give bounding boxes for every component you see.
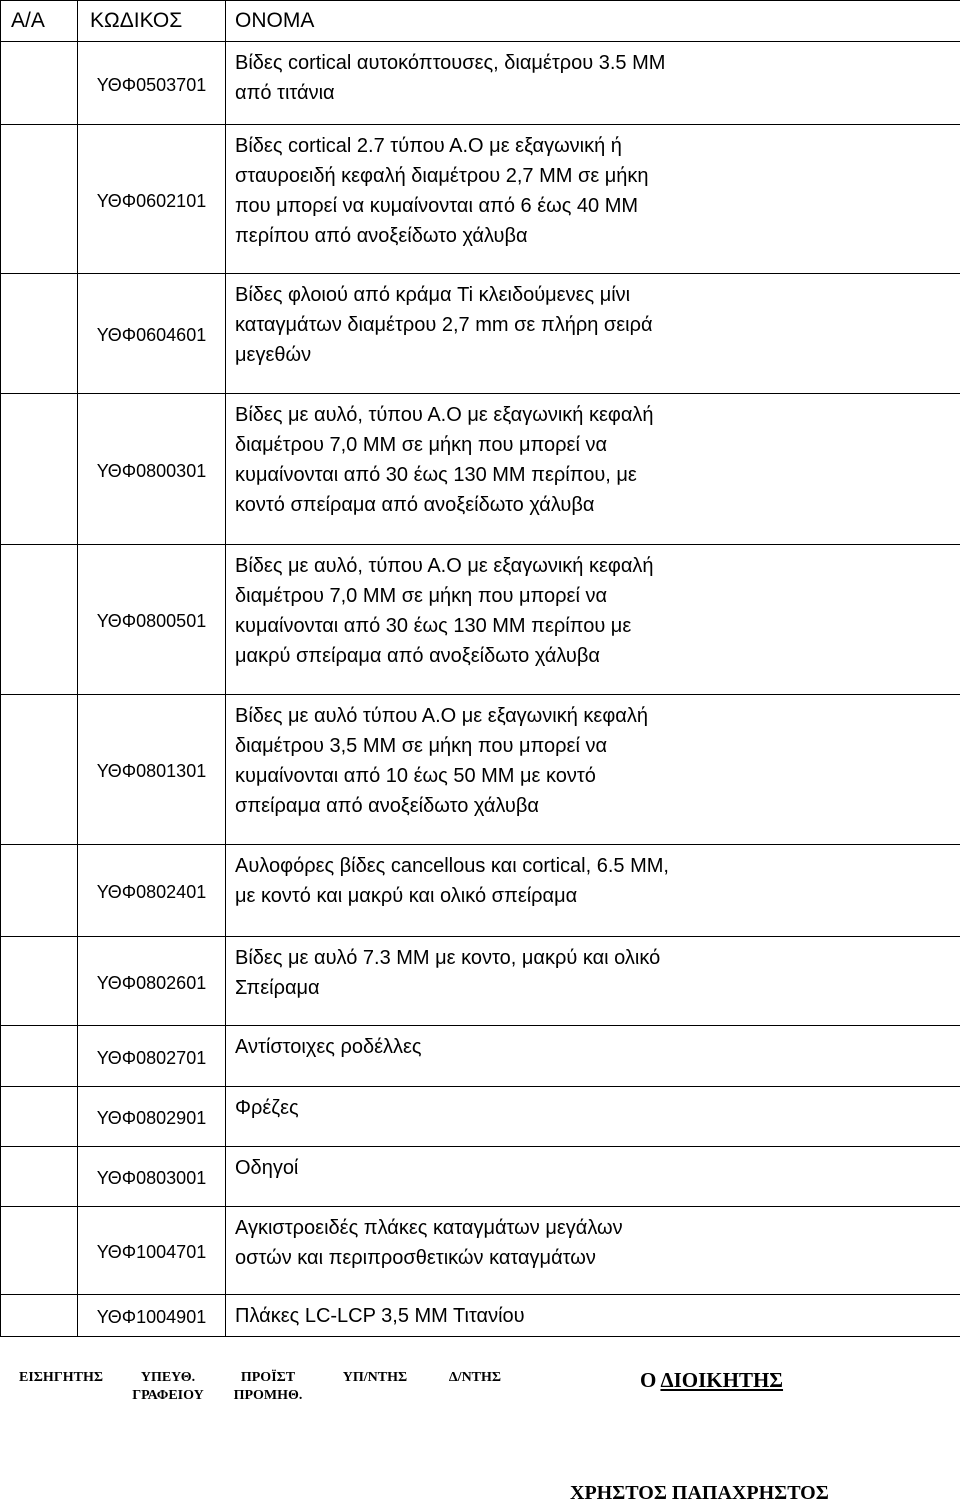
cell-name	[226, 545, 960, 695]
cell-name	[226, 1147, 960, 1207]
label-ypntis: ΥΠ/ΝΤΗΣ	[342, 1370, 408, 1385]
item-name: Βίδες φλοιού από κράμα Ti κλειδούμενες μίνι καταγμάτων διαμέτρου 2,7 mm σε πλήρη σειρά μεγεθών	[235, 284, 653, 366]
cell-aa	[1, 1295, 78, 1337]
cell-aa	[1, 274, 78, 394]
cell-aa	[1, 845, 78, 937]
table-row	[1, 695, 960, 845]
cell-aa	[1, 1087, 78, 1147]
cell-aa	[1, 1207, 78, 1295]
cell-name	[226, 845, 960, 937]
item-name: Αντίστοιχες ροδέλλες	[235, 1036, 422, 1058]
cell-name	[226, 1295, 960, 1337]
director-prefix: Ο	[640, 1368, 661, 1392]
header-name: ΟΝΟΜΑ	[226, 1, 960, 42]
label-ypeyth-line1: ΥΠΕΥΘ.	[140, 1370, 196, 1385]
item-name: Βίδες με αυλό, τύπου Α.Ο με εξαγωνική κεφαλή διαμέτρου 7,0 ΜΜ σε μήκη που μπορεί να κυμαίνονται από 30 έως 130 ΜΜ περίπου, με κοντό σπείραμα από ανοξείδωτο χάλυβα	[235, 404, 654, 516]
table-row	[1, 937, 960, 1026]
cell-aa	[1, 394, 78, 545]
label-ypeyth-line2: ΓΡΑΦΕΙΟΥ	[132, 1388, 204, 1403]
director-title	[640, 1368, 783, 1393]
cell-name	[226, 274, 960, 394]
cell-code: ΥΘΦ0802601	[78, 937, 226, 1026]
label-proist-line1: ΠΡΟΪΣΤ	[240, 1370, 296, 1385]
cell-code: ΥΘΦ0802401	[78, 845, 226, 937]
cell-code: ΥΘΦ0800301	[78, 394, 226, 545]
item-name: Βίδες με αυλό, τύπου Α.Ο με εξαγωνική κεφαλή διαμέτρου 7,0 ΜΜ σε μήκη που μπορεί να κυμαίνονται από 30 έως 130 ΜΜ περίπου με μακρύ σπείραμα από ανοξείδωτο χάλυβα	[235, 555, 654, 667]
item-name: Αυλοφόρες βίδες cancellous και cortical, 6.5 ΜΜ, με κοντό και μακρύ και ολικό σπείραμα	[235, 855, 669, 907]
cell-name	[226, 394, 960, 545]
item-name: Αγκιστροειδές πλάκες καταγμάτων μεγάλων οστών και περιπροσθετικών καταγμάτων	[235, 1217, 623, 1269]
table-row	[1, 274, 960, 394]
cell-code: ΥΘΦ0802901	[78, 1087, 226, 1147]
director-underlined: ΔΙΟΙΚΗΤΗΣ	[660, 1368, 784, 1392]
table-row	[1, 394, 960, 545]
cell-code: ΥΘΦ0802701	[78, 1026, 226, 1087]
cell-aa	[1, 545, 78, 695]
cell-name	[226, 1026, 960, 1087]
table-row	[1, 1207, 960, 1295]
item-name: Πλάκες LC-LCP 3,5 ΜΜ Τιτανίου	[235, 1304, 525, 1327]
cell-aa	[1, 937, 78, 1026]
cell-aa	[1, 1026, 78, 1087]
table-row	[1, 125, 960, 274]
cell-code: ΥΘΦ0801301	[78, 695, 226, 845]
cell-name	[226, 937, 960, 1026]
cell-code: ΥΘΦ0503701	[78, 42, 226, 125]
cell-code: ΥΘΦ1004701	[78, 1207, 226, 1295]
table-row	[1, 1295, 960, 1337]
item-name: Οδηγοί	[235, 1157, 299, 1179]
cell-aa	[1, 695, 78, 845]
signer-name: ΧΡΗΣΤΟΣ ΠΑΠΑΧΡΗΣΤΟΣ	[570, 1482, 829, 1504]
cell-code: ΥΘΦ0602101	[78, 125, 226, 274]
label-proist-line2: ΠΡΟΜΗΘ.	[233, 1388, 303, 1403]
cell-code: ΥΘΦ1004901	[78, 1295, 226, 1337]
label-dntis: Δ/ΝΤΗΣ	[448, 1370, 502, 1385]
item-name: Βίδες με αυλό 7.3 ΜΜ με κοντο, μακρύ και ολικό Σπείραμα	[235, 947, 661, 999]
cell-name	[226, 1087, 960, 1147]
cell-aa	[1, 125, 78, 274]
table-row	[1, 845, 960, 937]
cell-name	[226, 125, 960, 274]
cell-code: ΥΘΦ0604601	[78, 274, 226, 394]
header-code: ΚΩΔΙΚΟΣ	[78, 1, 226, 42]
label-eisigitis: ΕΙΣΗΓΗΤΗΣ	[18, 1370, 103, 1385]
table-row	[1, 545, 960, 695]
table-row	[1, 1147, 960, 1207]
table-header-row	[1, 1, 960, 42]
cell-name	[226, 42, 960, 125]
table-row	[1, 1026, 960, 1087]
table-row	[1, 1087, 960, 1147]
item-name: Βίδες cortical 2.7 τύπου Α.Ο με εξαγωνική ή σταυροειδή κεφαλή διαμέτρου 2,7 ΜΜ σε μήκη που μπορεί να κυμαίνονται από 6 έως 40 ΜΜ περίπου από ανοξείδωτο χάλυβα	[235, 135, 649, 247]
table-row	[1, 42, 960, 125]
cell-name	[226, 695, 960, 845]
item-name: Βίδες cortical αυτοκόπτουσες, διαμέτρου 3.5 ΜΜ από τιτάνια	[235, 52, 666, 104]
cell-code: ΥΘΦ0803001	[78, 1147, 226, 1207]
cell-name	[226, 1207, 960, 1295]
cell-code: ΥΘΦ0800501	[78, 545, 226, 695]
item-name: Φρέζες	[235, 1097, 299, 1119]
label-proist-promith	[218, 1369, 318, 1405]
label-ypeyth-grafeiou	[118, 1369, 218, 1405]
cell-aa	[1, 42, 78, 125]
header-aa: Α/Α	[1, 1, 78, 42]
item-name: Βίδες με αυλό τύπου Α.Ο με εξαγωνική κεφαλή διαμέτρου 3,5 ΜΜ σε μήκη που μπορεί να κυμαίνονται από 10 έως 50 ΜΜ με κοντό σπείραμα από ανοξείδωτο χάλυβα	[235, 705, 648, 817]
cell-aa	[1, 1147, 78, 1207]
